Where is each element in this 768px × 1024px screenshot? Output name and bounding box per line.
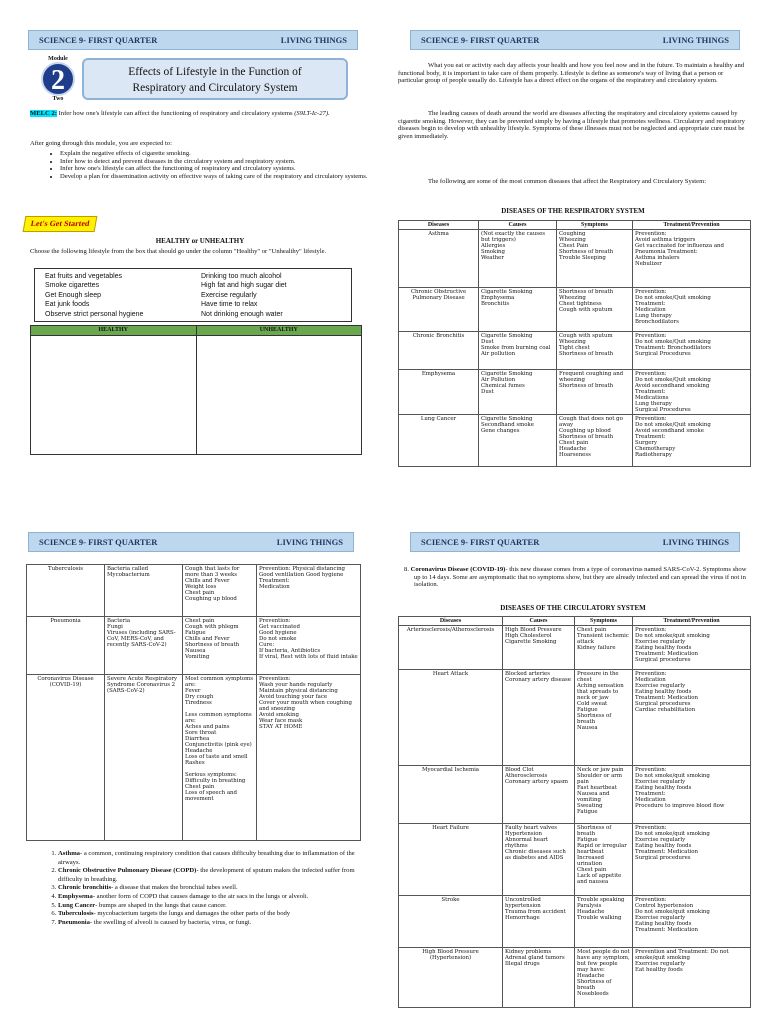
respiratory-table-title: DISEASES OF THE RESPIRATORY SYSTEM [501, 207, 645, 215]
module-title-line1: Effects of Lifestyle in the Function of [128, 66, 302, 78]
activity-instructions: Choose the following lifestyle from the box that should go under the column "Healthy" or "Unhealthy" lifestyle. [30, 248, 327, 255]
table-row [399, 332, 751, 370]
symptoms-cell: Trouble speaking Paralysis Headache Trouble walking [575, 896, 633, 948]
circulatory-table-title: DISEASES OF THE CIRCULATORY SYSTEM [500, 604, 646, 612]
objective-item: • Explain the negative effects of cigarette smoking. [60, 150, 384, 158]
definition-term: Asthma [58, 850, 80, 857]
table-body [399, 626, 751, 1008]
choices-box [34, 268, 352, 322]
choice-item: Get Enough sleep [45, 291, 102, 299]
definition-item [58, 867, 376, 884]
table-row [399, 288, 751, 332]
choice-item: Smoke cigarettes [45, 282, 100, 290]
page-3 [0, 512, 384, 1024]
symptoms-cell: Coughing Wheezing Chest Pain Shortness of breath Trouble Sleeping [557, 230, 633, 288]
page-header [410, 532, 740, 552]
symptoms-cell: Most common symptoms are: Fever Dry cough Tiredness Less common symptoms are: Aches and pains Sore throat Diarrhea Conjunctivitis (pink eye) Headache Loss of taste and smell Rashes Serious symptoms: Difficulty in breathing Chest pain Loss of speech and movement [183, 675, 257, 841]
definition-text: - another form of COPD that causes damage to the air sacs in the lungs or alveoli. [92, 892, 309, 900]
causes-cell: (Not exactly the causes but triggers) Allergies Smoking Weather [479, 230, 557, 288]
causes-cell: Bacteria called Mycobacterium [105, 565, 183, 617]
causes-cell: Blocked arteries Coronary artery disease [503, 670, 575, 766]
causes-cell: Cigarette Smoking Secondhand smoke Gene changes [479, 415, 557, 467]
table-row [27, 565, 361, 617]
treatment-cell: Prevention: Medication Exercise regularly Eating healthy foods Treatment: Medication Surgical procedures Cardiac rehabilitation [633, 670, 751, 766]
module-number: 2 [41, 62, 75, 96]
objective-item: • Infer how one's lifestyle can affect the functioning of respiratory and circulatory systems. [60, 165, 384, 173]
circulatory-diseases-table [398, 616, 751, 1008]
page-header [28, 30, 358, 50]
objectives-intro: After going through this module, you are expected to: [30, 140, 172, 147]
objective-item: • Develop a plan for dissemination activity on effective ways of taking care of the respiratory and circulatory systems. [60, 173, 384, 181]
header-left: SCIENCE 9- FIRST QUARTER [421, 35, 540, 45]
definition-text: - a disease that makes the bronchial tubes swell. [111, 884, 238, 892]
choice-item: Exercise regularly [201, 291, 257, 299]
table-row [27, 617, 361, 675]
table-row [399, 948, 751, 1008]
col-header: Causes [479, 221, 557, 230]
definition-text: - a common, continuing respiratory condition that causes difficulty breathing due to inflammation of the airways. [58, 850, 355, 866]
treatment-cell: Prevention: Do not smoke/quit smoking Exercise regularly Eating healthy foods Treatment: Medication Surgical procedures [633, 626, 751, 670]
definition-text: - the development of sputum makes the infected suffer from difficulty in breathing. [58, 867, 355, 883]
definition-item [58, 902, 376, 911]
header-right: LIVING THINGS [662, 537, 729, 547]
table-header-row [399, 221, 751, 230]
disease-cell: Pneumonia [27, 617, 105, 675]
causes-cell: Bacteria Fungi Viruses (including SARS-CoV, MERS-CoV, and recently SARS-CoV-2) [105, 617, 183, 675]
definition-term: Emphysema [58, 892, 93, 900]
melc-body: Infer how one's lifestyle can affect the functioning of respiratory and circulatory systems [56, 110, 293, 117]
header-left: SCIENCE 9- FIRST QUARTER [39, 537, 158, 547]
module-title-line2: Respiratory and Circulatory System [132, 82, 298, 94]
intro-paragraph-1 [398, 62, 748, 85]
treatment-cell: Prevention: Avoid asthma triggers Get vaccinated for influenza and Pneumonia Treatment: Asthma inhalers Nebulizer [633, 230, 751, 288]
definitions-list [44, 850, 376, 927]
treatment-cell: Prevention: Physical distancing Good ventilation Good hygiene Treatment: Medication [257, 565, 361, 617]
page-4 [384, 512, 768, 1024]
symptoms-cell: Cough that does not go away Coughing up blood Shortness of breath Chest pain Headache Hoarseness [557, 415, 633, 467]
definition-item [58, 884, 376, 893]
table-row [399, 370, 751, 415]
symptoms-cell: Pressure in the chest Aching sensation that spreads to neck or jaw Cold sweat Fatigue Shortness of breath Nausea [575, 670, 633, 766]
header-right: LIVING THINGS [280, 35, 347, 45]
healthy-answer-area[interactable] [31, 336, 195, 453]
definition-item [58, 893, 376, 902]
module-label: Module [48, 56, 68, 62]
choice-item: Eat junk foods [45, 301, 90, 309]
respiratory-diseases-table-continued [26, 564, 361, 841]
choice-item: Observe strict personal hygiene [45, 310, 144, 318]
symptoms-cell: Chest pain Cough with phlegm Fatigue Chills and Fever Shortness of breath Nausea Vomiting [183, 617, 257, 675]
table-row [399, 626, 751, 670]
symptoms-cell: Chest pain Transient ischemic attack Kidney failure [575, 626, 633, 670]
causes-cell: Severe Acute Respiratory Syndrome Coronavirus 2 (SARS-CoV-2) [105, 675, 183, 841]
disease-cell: Chronic Obstructive Pulmonary Disease [399, 288, 479, 332]
treatment-cell: Prevention: Do not smoke/quit smoking Exercise regularly Eating healthy foods Treatment: Medication Surgical procedures [633, 824, 751, 896]
choices-left [45, 272, 195, 319]
col-header: Symptoms [575, 617, 633, 626]
choice-item: Eat fruits and vegetables [45, 273, 123, 280]
causes-cell: Cigarette Smoking Dust Smoke from burning coal Air pollution [479, 332, 557, 370]
definition-text: - mycobacterium targets the lungs and damages the other parts of the body [93, 910, 291, 918]
module-sub: Two [52, 96, 64, 102]
col-healthy: HEALTHY [31, 326, 197, 335]
treatment-cell: Prevention: Wash your hands regularly Maintain physical distancing Avoid touching your face Cover your mouth when coughing and sneezing Avoid smoking Wear face mask STAY AT HOME [257, 675, 361, 841]
definition-item [58, 910, 376, 919]
symptoms-cell: Shortness of breath Fatigue Rapid or irregular heartbeat Increased urination Chest pain Lack of appetite and nausea [575, 824, 633, 896]
item-number: 8. [404, 566, 409, 573]
treatment-cell: Prevention: Do not smoke/quit smoking Exercise regularly Eating healthy foods Treatment: Medication Procedure to improve blood flow [633, 766, 751, 824]
header-right: LIVING THINGS [662, 35, 729, 45]
symptoms-cell: Shortness of breath Wheezing Chest tightness Cough with sputum [557, 288, 633, 332]
objectives-list [46, 150, 384, 180]
disease-cell: Heart Attack [399, 670, 503, 766]
symptoms-cell: Most people do not have any symptom, but few people may have: Headache Shortness of breath Nosebleeds [575, 948, 633, 1008]
disease-cell: Coronavirus Disease (COVID-19) [27, 675, 105, 841]
causes-cell: Faulty heart valves Hypertension Abnormal heart rhythms Chronic diseases such as diabetes and AIDS [503, 824, 575, 896]
col-header: Treatment/Prevention [633, 617, 751, 626]
activity-title: HEALTHY or UNHEALTHY [155, 237, 245, 245]
causes-cell: Cigarette Smoking Air Pollution Chemical fumes Dust [479, 370, 557, 415]
disease-cell: High Blood Pressure (Hypertension) [399, 948, 503, 1008]
disease-cell: Emphysema [399, 370, 479, 415]
definition-term: Lung Cancer [58, 901, 96, 909]
treatment-cell: Prevention: Do not smoke/Quit smoking Treatment: Medication Lung therapy Bronchodilators [633, 288, 751, 332]
table-row [399, 415, 751, 467]
item-8-covid [398, 566, 754, 589]
table-body [399, 230, 751, 467]
col-header: Diseases [399, 221, 479, 230]
melc-tag: MELC 2: [30, 110, 57, 117]
table-row [399, 230, 751, 288]
paragraph-text: The following are some of the most common diseases that affect the Respiratory and Circulatory System: [428, 178, 707, 185]
definition-text: - bumps are shaped in the lungs that cause cancer. [95, 901, 227, 909]
causes-cell: Cigarette Smoking Emphysema Bronchitis [479, 288, 557, 332]
disease-cell: Tuberculosis [27, 565, 105, 617]
col-header: Treatment/Prevention [633, 221, 751, 230]
col-unhealthy: UNHEALTHY [259, 327, 298, 333]
treatment-cell: Prevention: Do not smoke/Quit smoking Avoid secondhand smoking Treatment: Medications Lung therapy Surgical Procedures [633, 370, 751, 415]
definition-item [58, 850, 376, 867]
unhealthy-answer-area[interactable] [197, 336, 361, 453]
definition-term: Chronic Obstructive Pulmonary Disease (COPD) [58, 867, 197, 875]
item-text: - this new disease comes from a type of coronavirus named SARS-CoV-2. Symptoms show up to 14 days. Some are asymptomatic that no symptoms show, but they are already infected and can spread the virus if not in isolation. [414, 566, 747, 589]
table-row [399, 670, 751, 766]
col-header: Causes [503, 617, 575, 626]
choice-item: High fat and high sugar diet [201, 282, 287, 290]
symptoms-cell: Cough that lasts for more than 3 weeks Chills and Fever Weight loss Chest pain Coughing up blood [183, 565, 257, 617]
lets-get-started-banner: Let's Get Started [23, 216, 98, 232]
disease-cell: Myocardial Ischemia [399, 766, 503, 824]
causes-cell: High Blood Pressure High Cholesterol Cigarette Smoking [503, 626, 575, 670]
item-term: Coronavirus Disease (COVID-19) [410, 566, 506, 573]
causes-cell: Blood Clot Atherosclerosis Coronary artery spasm [503, 766, 575, 824]
causes-cell: Uncontrolled hypertension Trauma from accident Hemorrhage [503, 896, 575, 948]
choice-item: Have time to relax [201, 301, 258, 309]
choice-item: Drinking too much alcohol [201, 273, 282, 280]
causes-cell: Kidney problems Adrenal gland tumors Illegal drugs [503, 948, 575, 1008]
module-title-box [82, 58, 348, 100]
page-header [410, 30, 740, 50]
melc-code: (S9LT-Ic-27). [294, 110, 330, 117]
treatment-cell: Prevention: Control hypertension Do not smoke/quit smoking Exercise regularly Eating healthy foods Treatment: Medication [633, 896, 751, 948]
choices-right [201, 272, 347, 319]
table-row [399, 896, 751, 948]
header-right: LIVING THINGS [276, 537, 343, 547]
header-left: SCIENCE 9- FIRST QUARTER [421, 537, 540, 547]
paragraph-text: The leading causes of death around the world are diseases affecting the respiratory and circulatory systems caused by cigarette smoking. However, they can be prevented simply by having a lifestyle that promotes wellness. Circulatory and respiratory diseases begin to develop with unhealthy lifestyle. Symptoms of these illnesses must not be neglected and appropriate cure must be given immediately. [398, 110, 745, 140]
table-row [399, 824, 751, 896]
definition-term: Pneumonia [58, 918, 90, 926]
intro-paragraph-2 [398, 110, 748, 140]
table-row [27, 675, 361, 841]
choice-item: Not drinking enough water [201, 310, 283, 318]
page-2 [384, 0, 768, 512]
treatment-cell: Prevention: Do not smoke/Quit smoking Treatment: Bronchodilators Surgical Procedures [633, 332, 751, 370]
table-row [399, 766, 751, 824]
treatment-cell: Prevention: Do not smoke/Quit smoking Avoid secondhand smoke Treatment: Surgery Chemotherapy Radiotherapy [633, 415, 751, 467]
module-badge [38, 56, 78, 108]
disease-cell: Lung Cancer [399, 415, 479, 467]
page-1 [0, 0, 384, 512]
definition-term: Tuberculosis [58, 910, 94, 918]
col-header: Diseases [399, 617, 503, 626]
disease-cell: Asthma [399, 230, 479, 288]
header-left: SCIENCE 9- FIRST QUARTER [39, 35, 158, 45]
objective-item: • Infer how to detect and prevent diseases in the circulatory system and respiratory system. [60, 158, 384, 166]
treatment-cell: Prevention and Treatment: Do not smoke/quit smoking Exercise regularly Eat healthy foods [633, 948, 751, 1008]
symptoms-cell: Cough with sputum Wheezing Tight chest Shortness of breath [557, 332, 633, 370]
respiratory-diseases-table [398, 220, 751, 467]
col-header: Symptoms [557, 221, 633, 230]
definition-item [58, 919, 376, 928]
sorting-table [30, 325, 362, 455]
treatment-cell: Prevention: Get vaccinated Good hygiene Do not smoke Cure: If bacteria, Antibiotics If viral, Rest with lots of fluid intake [257, 617, 361, 675]
intro-paragraph-3 [398, 178, 748, 186]
disease-cell: Arteriosclerosis/Atherosclerosis [399, 626, 503, 670]
table-header-row [399, 617, 751, 626]
disease-cell: Heart Failure [399, 824, 503, 896]
symptoms-cell: Frequent coughing and wheezing Shortness of breath [557, 370, 633, 415]
definition-text: - the swelling of alveoli is caused by bacteria, virus, or fungi. [89, 918, 252, 926]
page-header [28, 532, 354, 552]
symptoms-cell: Neck or jaw pain Shoulder or arm pain Fast heartbeat Nausea and vomiting Sweating Fatigue [575, 766, 633, 824]
disease-cell: Stroke [399, 896, 503, 948]
table-body [27, 565, 361, 841]
melc-text [30, 110, 370, 118]
definition-term: Chronic bronchitis [58, 884, 112, 892]
paragraph-text: What you eat or activity each day affects your health and how you feel now and in the future. To maintain a healthy and functional body, it is important to take care of them properly. Lifestyle is define as someone's way of living that a person or particular group of people usually do. Lifestyle has a direct effect on the organs of the respiratory and circulatory system. [398, 62, 745, 85]
disease-cell: Chronic Bronchitis [399, 332, 479, 370]
